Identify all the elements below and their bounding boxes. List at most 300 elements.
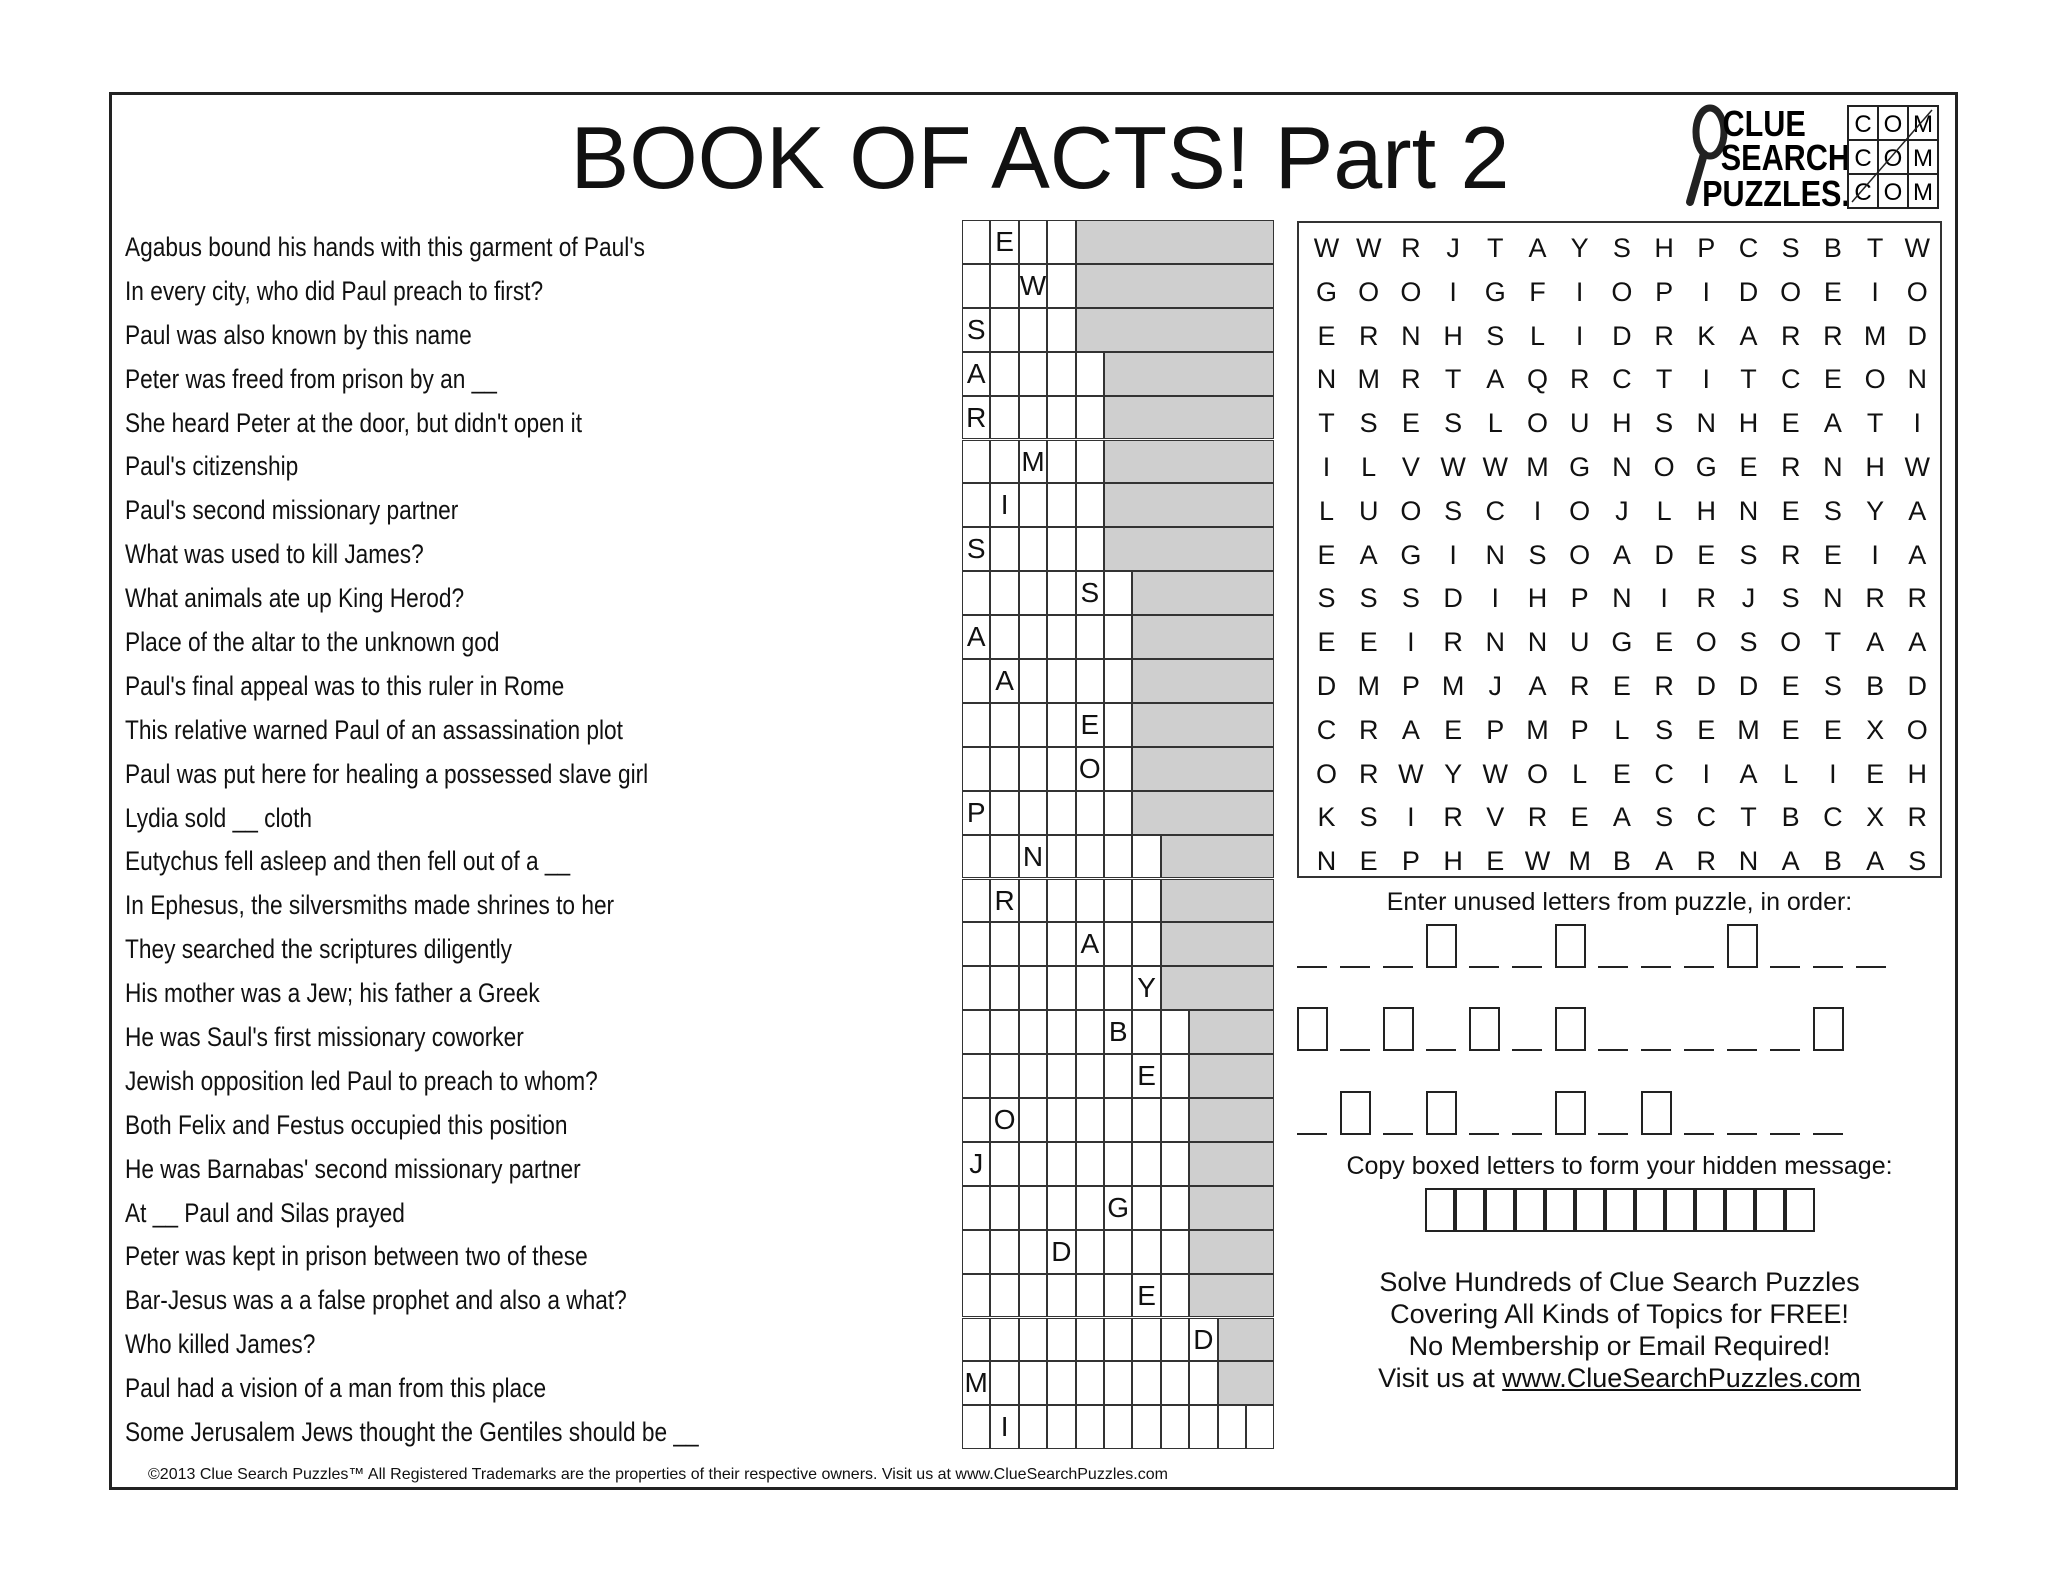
word-search-letter[interactable]: R [1401,233,1421,263]
word-search-letter[interactable]: R [1569,671,1590,701]
answer-cell[interactable] [990,703,1018,747]
word-search-letter[interactable]: Q [1526,364,1548,395]
answer-cell[interactable] [1104,1142,1132,1186]
letter-blank[interactable] [1684,1133,1714,1135]
word-search-letter[interactable]: U [1569,408,1590,439]
answer-cell[interactable] [1161,1361,1189,1405]
word-search-letter[interactable]: A [1359,539,1378,570]
hidden-message-box[interactable] [1725,1188,1755,1232]
answer-cell[interactable] [1076,1274,1104,1318]
answer-cell[interactable] [1161,1142,1189,1186]
hidden-message-box[interactable] [1485,1188,1515,1232]
word-search-letter[interactable]: B [1823,233,1842,263]
answer-cell[interactable] [1076,1230,1104,1274]
answer-cell[interactable] [962,879,990,923]
word-search-letter[interactable]: I [1871,539,1879,570]
word-search-letter[interactable]: R [1780,539,1801,570]
word-search-letter[interactable]: L [1572,758,1588,789]
word-search-letter[interactable]: I [1575,276,1584,307]
word-search-letter[interactable]: R [1780,320,1801,351]
word-search-letter[interactable]: A [1823,408,1842,439]
answer-cell[interactable] [1104,1274,1132,1318]
answer-cell[interactable] [962,1274,990,1318]
answer-cell[interactable] [1104,1405,1132,1449]
word-search-letter[interactable]: S [1739,539,1758,570]
word-search-letter[interactable]: B [1866,671,1885,701]
word-search-letter[interactable]: X [1866,802,1885,833]
answer-cell[interactable] [1104,1098,1132,1142]
word-search-letter[interactable]: T [1866,408,1884,439]
answer-cell[interactable] [1161,1010,1189,1054]
word-search-letter[interactable]: I [1702,758,1711,789]
letter-blank[interactable] [1770,1049,1800,1051]
answer-cell[interactable] [1047,1361,1075,1405]
word-search-letter[interactable]: A [1612,802,1631,833]
answer-cell[interactable] [1047,615,1075,659]
word-search-letter[interactable]: M [1357,671,1380,701]
word-search-letter[interactable]: J [1446,233,1460,263]
word-search-letter[interactable]: E [1486,846,1505,877]
word-search-letter[interactable]: G [1400,539,1422,570]
word-search-letter[interactable]: S [1317,583,1336,614]
answer-cell[interactable] [1047,1142,1075,1186]
word-search-letter[interactable]: E [1444,714,1463,745]
hidden-message-box[interactable] [1425,1188,1455,1232]
letter-blank[interactable] [1813,966,1843,968]
answer-cell[interactable] [1076,1054,1104,1098]
word-search-letter[interactable]: K [1317,802,1336,833]
answer-cell[interactable] [1076,791,1104,835]
answer-cell[interactable] [1047,1274,1075,1318]
answer-cell[interactable] [990,1054,1018,1098]
word-search-letter[interactable]: R [1654,671,1674,701]
letter-blank[interactable] [1770,1133,1800,1135]
word-search-letter[interactable]: I [1322,452,1331,482]
answer-cell[interactable] [962,747,990,791]
answer-cell[interactable] [1047,352,1075,396]
answer-cell[interactable] [962,1010,990,1054]
word-search-letter[interactable]: J [1488,671,1503,701]
word-search-letter[interactable]: U [1358,495,1379,526]
word-search-letter[interactable]: M [1863,320,1887,351]
word-search-letter[interactable]: P [1401,846,1420,877]
answer-cell[interactable] [1132,879,1160,923]
word-search-letter[interactable]: P [1655,276,1674,307]
answer-cell[interactable] [990,352,1018,396]
answer-cell[interactable] [962,483,990,527]
answer-cell[interactable] [1019,1098,1047,1142]
word-search-letter[interactable]: I [1407,627,1415,658]
answer-cell[interactable] [990,396,1018,440]
word-search-letter[interactable]: I [1702,364,1711,395]
word-search-letter[interactable]: I [1660,583,1668,614]
letter-blank[interactable] [1512,1133,1542,1135]
answer-cell[interactable] [1076,352,1104,396]
word-search-letter[interactable]: G [1695,452,1717,482]
word-search-letter[interactable]: G [1484,276,1506,307]
answer-cell[interactable] [1047,703,1075,747]
word-search-letter[interactable]: H [1654,233,1674,263]
answer-cell[interactable]: S [1076,571,1104,615]
answer-cell[interactable] [1019,791,1047,835]
word-search-letter[interactable]: T [1866,233,1884,263]
hidden-message-box[interactable] [1665,1188,1695,1232]
word-search-letter[interactable]: O [1864,364,1886,395]
answer-cell[interactable] [1019,1361,1047,1405]
answer-cell[interactable] [990,1142,1018,1186]
answer-cell[interactable] [1019,1010,1047,1054]
answer-cell[interactable] [1189,1405,1217,1449]
letter-blank[interactable] [1512,1049,1542,1051]
answer-cell[interactable] [1132,1010,1160,1054]
word-search-letter[interactable]: R [1358,320,1379,351]
word-search-letter[interactable]: A [1866,627,1885,658]
letter-blank[interactable] [1340,966,1370,968]
letter-blank[interactable] [1598,1049,1628,1051]
word-search-letter[interactable]: O [1526,758,1548,789]
word-search-letter[interactable]: G [1611,627,1633,658]
letter-blank[interactable] [1684,966,1714,968]
word-search-letter[interactable]: A [1866,846,1885,877]
word-search-letter[interactable]: W [1482,758,1509,789]
answer-cell[interactable] [1047,879,1075,923]
word-search-letter[interactable]: R [1696,846,1717,877]
answer-cell[interactable] [1132,1318,1160,1362]
answer-cell[interactable] [990,1010,1018,1054]
hidden-message-box[interactable] [1785,1188,1815,1232]
letter-box[interactable] [1555,1091,1586,1135]
answer-cell[interactable] [990,571,1018,615]
answer-cell[interactable] [1047,1054,1075,1098]
word-search-letter[interactable]: A [1655,846,1674,877]
word-search-letter[interactable]: Y [1444,758,1463,789]
answer-cell[interactable] [962,703,990,747]
word-search-letter[interactable]: I [1702,276,1711,307]
word-search-letter[interactable]: C [1780,364,1801,395]
word-search-letter[interactable]: R [1780,452,1801,482]
answer-cell[interactable] [962,1098,990,1142]
answer-cell[interactable] [1132,1405,1160,1449]
word-search-letter[interactable]: N [1612,583,1632,614]
word-search-letter[interactable]: N [1485,539,1506,570]
answer-cell[interactable] [1047,1186,1075,1230]
word-search-letter[interactable]: E [1612,671,1631,701]
answer-cell[interactable] [1104,1318,1132,1362]
word-search-letter[interactable]: A [1739,758,1758,789]
answer-cell[interactable] [962,440,990,484]
answer-cell[interactable]: I [990,1405,1018,1449]
hidden-message-box[interactable] [1455,1188,1485,1232]
word-search-letter[interactable]: L [1487,408,1503,439]
word-search-letter[interactable]: N [1823,583,1843,614]
word-search-letter[interactable]: O [1906,714,1928,745]
word-search-letter[interactable]: S [1655,802,1674,833]
word-search-letter[interactable]: L [1361,452,1377,482]
answer-cell[interactable]: O [990,1098,1018,1142]
answer-cell[interactable] [962,1186,990,1230]
word-search-letter[interactable]: S [1823,495,1842,526]
word-search-letter[interactable]: N [1527,627,1548,658]
word-search-letter[interactable]: T [1487,233,1504,263]
answer-cell[interactable] [962,571,990,615]
word-search-letter[interactable]: R [1527,802,1548,833]
word-search-letter[interactable]: W [1524,846,1551,877]
word-search-letter[interactable]: M [1357,364,1380,395]
answer-cell[interactable] [1104,791,1132,835]
word-search-letter[interactable]: E [1823,364,1842,395]
letter-blank[interactable] [1684,1049,1714,1051]
word-search-letter[interactable]: O [1358,276,1380,307]
word-search-letter[interactable]: I [1407,802,1415,833]
word-search-letter[interactable]: P [1401,671,1420,701]
answer-cell[interactable]: O [1076,747,1104,791]
word-search-letter[interactable]: H [1612,408,1632,439]
word-search-letter[interactable]: O [1400,276,1422,307]
word-search-letter[interactable]: W [1355,233,1382,263]
word-search-letter[interactable]: M [1441,671,1465,701]
word-search-letter[interactable]: S [1655,408,1674,439]
word-search-letter[interactable]: W [1398,758,1424,789]
word-search-letter[interactable]: Y [1866,495,1885,526]
answer-cell[interactable] [990,308,1018,352]
answer-cell[interactable] [1189,1361,1217,1405]
word-search-letter[interactable]: M [1526,714,1549,745]
answer-cell[interactable] [1104,615,1132,659]
word-search-letter[interactable]: W [1313,233,1340,263]
word-search-letter[interactable]: L [1529,320,1546,351]
letter-blank[interactable] [1813,1133,1843,1135]
word-search-letter[interactable]: A [1908,627,1927,658]
word-search-letter[interactable]: A [1739,320,1758,351]
answer-cell[interactable] [1019,747,1047,791]
answer-cell[interactable] [1019,703,1047,747]
letter-box[interactable] [1641,1091,1672,1135]
answer-cell[interactable] [1076,1186,1104,1230]
answer-cell[interactable] [990,922,1018,966]
word-search-letter[interactable]: N [1907,364,1928,395]
answer-cell[interactable] [1019,966,1047,1010]
answer-cell[interactable] [1047,1098,1075,1142]
answer-cell[interactable]: A [962,615,990,659]
word-search-letter[interactable]: T [1655,364,1673,395]
answer-cell[interactable] [1019,1142,1047,1186]
word-search-letter[interactable]: T [1740,802,1757,833]
word-search-letter[interactable]: N [1401,320,1421,351]
answer-cell[interactable] [990,791,1018,835]
word-search-letter[interactable]: O [1653,452,1675,482]
answer-cell[interactable] [1132,1361,1160,1405]
website-link[interactable]: www.ClueSearchPuzzles.com [1502,1363,1861,1393]
answer-cell[interactable] [962,922,990,966]
answer-cell[interactable] [1076,1142,1104,1186]
word-search-letter[interactable]: P [1570,583,1589,614]
word-search-letter[interactable]: F [1529,276,1546,307]
word-search-letter[interactable]: H [1443,846,1463,877]
word-search-letter[interactable]: S [1655,714,1674,745]
answer-cell[interactable] [962,1230,990,1274]
answer-cell[interactable] [1076,615,1104,659]
answer-cell[interactable]: J [962,1142,990,1186]
word-search-letter[interactable]: R [1865,583,1885,614]
word-search-letter[interactable]: N [1823,452,1843,482]
answer-cell[interactable] [990,527,1018,571]
answer-cell[interactable] [1019,1318,1047,1362]
answer-cell[interactable] [1132,1230,1160,1274]
answer-cell[interactable] [1132,835,1160,879]
word-search-letter[interactable]: E [1697,714,1716,745]
answer-cell[interactable] [1047,571,1075,615]
answer-cell[interactable] [1246,1405,1274,1449]
answer-cell[interactable] [1019,308,1047,352]
answer-cell[interactable] [1076,1361,1104,1405]
word-search-letter[interactable]: H [1907,758,1928,789]
word-search-letter[interactable]: E [1739,452,1758,482]
word-search-letter[interactable]: A [1528,233,1547,263]
word-search-letter[interactable]: W [1482,452,1509,482]
letter-box[interactable] [1727,924,1758,968]
answer-cell[interactable] [1047,791,1075,835]
word-search-letter[interactable]: E [1570,802,1589,833]
answer-cell[interactable]: W [1019,264,1047,308]
word-search-letter[interactable]: H [1696,495,1717,526]
word-search-letter[interactable]: I [1491,583,1500,614]
answer-cell[interactable] [1019,483,1047,527]
word-search-letter[interactable]: A [1528,671,1547,701]
word-search-letter[interactable]: L [1783,758,1799,789]
word-search-letter[interactable]: I [1533,495,1542,526]
letter-box[interactable] [1383,1007,1414,1051]
word-search-letter[interactable]: S [1739,627,1758,658]
hidden-message-box[interactable] [1575,1188,1605,1232]
answer-cell[interactable] [990,264,1018,308]
word-search-letter[interactable]: D [1443,583,1463,614]
answer-cell[interactable] [1047,527,1075,571]
letter-box[interactable] [1555,924,1586,968]
word-search-letter[interactable]: O [1569,495,1591,526]
word-search-letter[interactable]: O [1906,276,1928,307]
answer-cell[interactable] [990,1318,1018,1362]
word-search-letter[interactable]: C [1316,714,1337,745]
word-search-letter[interactable]: H [1738,408,1759,439]
word-search-letter[interactable]: E [1359,627,1378,658]
answer-cell[interactable]: M [962,1361,990,1405]
answer-cell[interactable] [990,1274,1018,1318]
answer-cell[interactable] [1076,440,1104,484]
word-search-letter[interactable]: D [1907,671,1928,701]
word-search-letter[interactable]: E [1823,539,1842,570]
word-search-letter[interactable]: N [1738,846,1759,877]
word-search-letter[interactable]: R [1907,802,1928,833]
word-search-letter[interactable]: N [1316,364,1337,395]
answer-cell[interactable] [1076,1318,1104,1362]
answer-cell[interactable]: I [990,483,1018,527]
word-search-letter[interactable]: E [1401,408,1420,439]
answer-cell[interactable] [1019,922,1047,966]
word-search-letter[interactable]: E [1317,320,1336,351]
answer-cell[interactable] [1019,571,1047,615]
letter-blank[interactable] [1383,1133,1413,1135]
word-search-letter[interactable]: I [1449,539,1457,570]
word-search-letter[interactable]: N [1738,495,1759,526]
word-search-letter[interactable]: M [1568,846,1591,877]
letter-blank[interactable] [1297,1133,1327,1135]
answer-cell[interactable]: S [962,527,990,571]
word-search-letter[interactable]: S [1781,233,1800,263]
letter-box[interactable] [1426,924,1457,968]
letter-blank[interactable] [1383,966,1413,968]
answer-cell[interactable] [1047,220,1075,264]
word-search-letter[interactable]: R [1443,627,1463,658]
answer-cell[interactable] [1047,922,1075,966]
word-search-letter[interactable]: S [1612,233,1631,263]
word-search-letter[interactable]: S [1359,802,1378,833]
answer-cell[interactable] [1104,966,1132,1010]
answer-cell[interactable] [1047,747,1075,791]
word-search-letter[interactable]: C [1654,758,1674,789]
letter-box[interactable] [1555,1007,1586,1051]
word-search-letter[interactable]: S [1823,671,1842,701]
answer-cell[interactable] [1104,747,1132,791]
word-search-letter[interactable]: A [1401,714,1420,745]
answer-cell[interactable] [1019,1274,1047,1318]
word-search-letter[interactable]: K [1697,320,1716,351]
word-search-letter[interactable]: N [1485,627,1506,658]
word-search-letter[interactable]: C [1612,364,1632,395]
answer-cell[interactable]: E [990,220,1018,264]
letter-box[interactable] [1340,1091,1371,1135]
word-search-letter[interactable]: W [1904,233,1931,263]
word-search-letter[interactable]: E [1866,758,1885,789]
answer-cell[interactable]: D [1189,1318,1217,1362]
answer-cell[interactable] [1161,1274,1189,1318]
answer-cell[interactable] [1104,659,1132,703]
word-search-letter[interactable]: D [1316,671,1337,701]
answer-cell[interactable]: R [962,396,990,440]
word-search-letter[interactable]: D [1612,320,1632,351]
answer-cell[interactable] [990,1186,1018,1230]
letter-blank[interactable] [1426,1049,1456,1051]
word-search-letter[interactable]: A [1781,846,1800,877]
word-search-letter[interactable]: R [1443,802,1463,833]
word-search-letter[interactable]: S [1444,408,1463,439]
answer-cell[interactable] [1076,483,1104,527]
hidden-message-box[interactable] [1515,1188,1545,1232]
word-search-letter[interactable]: S [1444,495,1463,526]
word-search-letter[interactable]: R [1358,758,1379,789]
answer-cell[interactable]: P [962,791,990,835]
word-search-letter[interactable]: V [1486,802,1505,833]
answer-cell[interactable]: A [990,659,1018,703]
answer-cell[interactable] [990,1361,1018,1405]
word-search-letter[interactable]: B [1823,846,1842,877]
answer-cell[interactable] [1076,879,1104,923]
word-search-letter[interactable]: A [1486,364,1505,395]
answer-cell[interactable]: E [1132,1274,1160,1318]
word-search-letter[interactable]: E [1317,539,1336,570]
answer-cell[interactable] [1104,703,1132,747]
word-search-letter[interactable]: O [1569,539,1591,570]
answer-cell[interactable] [1047,835,1075,879]
answer-cell[interactable]: Y [1132,966,1160,1010]
answer-cell[interactable] [990,615,1018,659]
answer-cell[interactable] [1019,220,1047,264]
word-search-letter[interactable]: E [1612,758,1631,789]
word-search-letter[interactable]: O [1780,627,1802,658]
answer-cell[interactable]: E [1076,703,1104,747]
answer-cell[interactable] [1218,1405,1246,1449]
word-search-letter[interactable]: C [1485,495,1506,526]
word-search-letter[interactable]: E [1823,276,1842,307]
